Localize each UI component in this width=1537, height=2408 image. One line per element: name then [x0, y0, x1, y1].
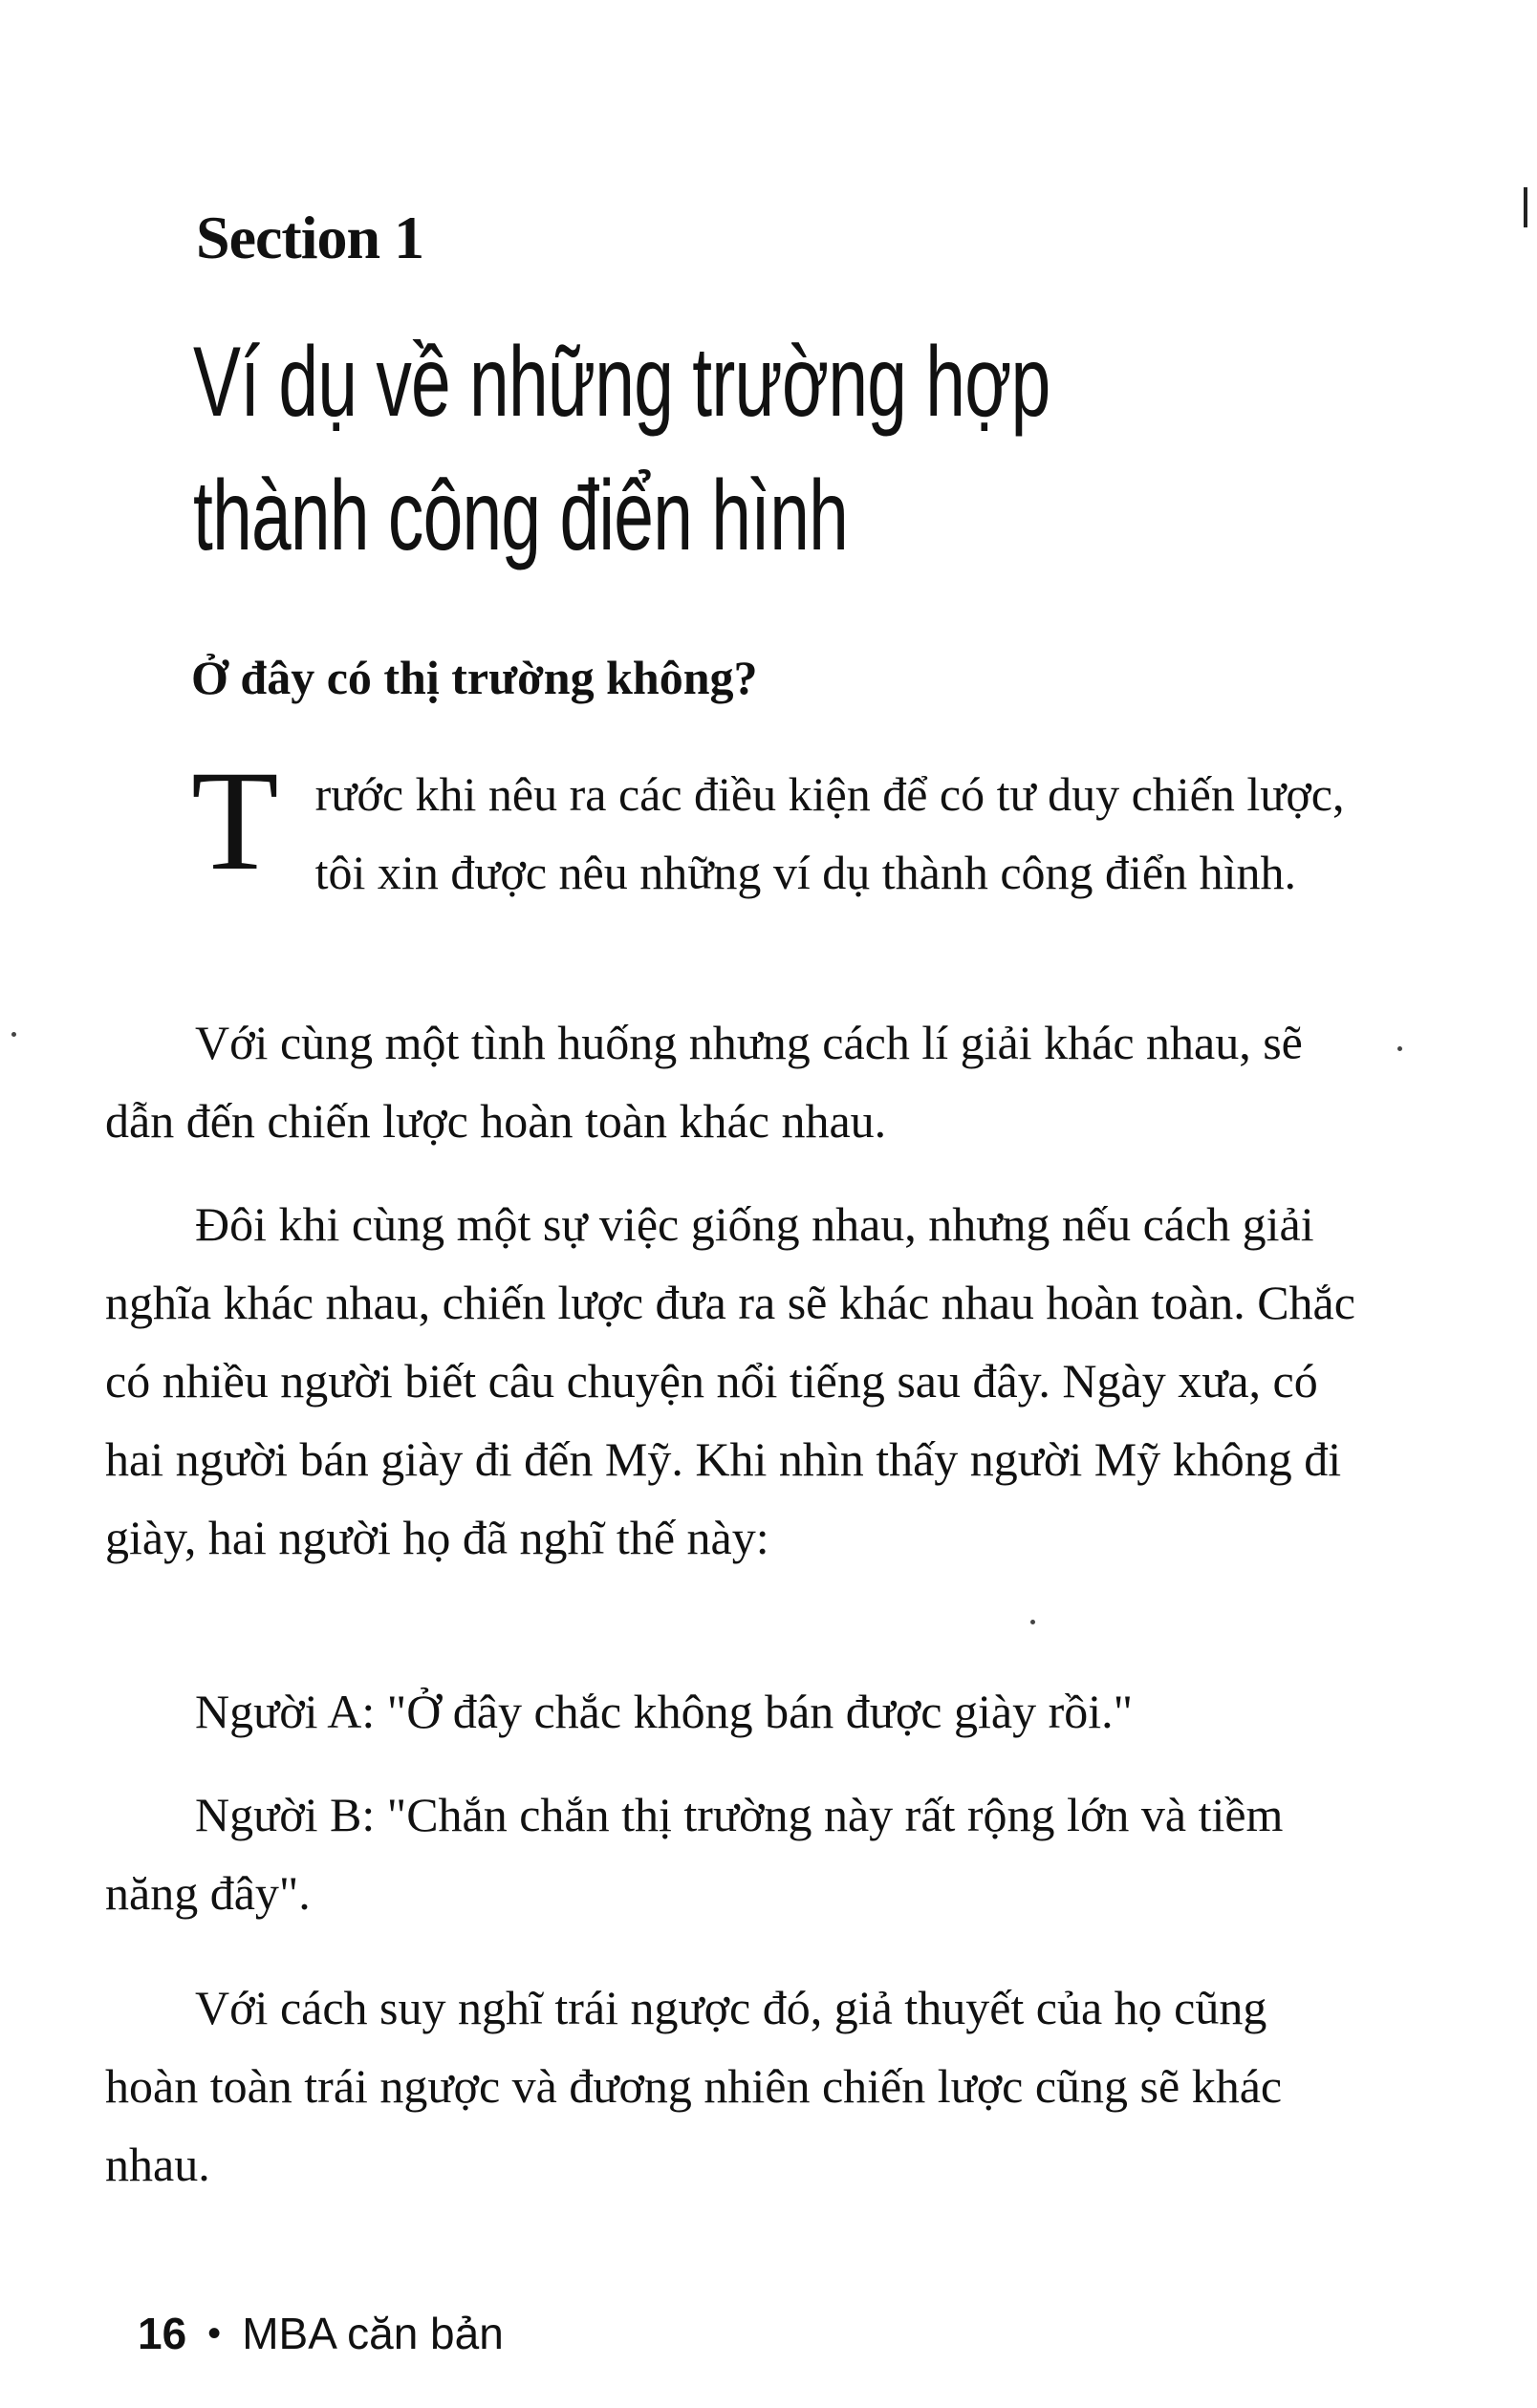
- paragraph-intro-text: rước khi nêu ra các điều kiện để có tư duy chiến lược, tôi xin được nêu những ví dụ thành công điển hình.: [314, 767, 1345, 899]
- paragraph-story: Đôi khi cùng một sự việc giống nhau, nhưng nếu cách giải nghĩa khác nhau, chiến lược đưa ra sẽ khác nhau hoàn toàn. Chắc có nhiều người biết câu chuyện nổi tiếng sau đây. Ngày xưa, có hai người bán giày đi đến Mỹ. Khi nhìn thấy người Mỹ không đi giày, hai người họ đã nghĩ thế này:: [105, 1197, 1355, 1564]
- footer-bullet: •: [207, 2311, 222, 2354]
- paragraph-situation: Với cùng một tình huống nhưng cách lí giải khác nhau, sẽ dẫn đến chiến lược hoàn toàn khác nhau.: [105, 1016, 1303, 1148]
- page-number: 16: [138, 2309, 187, 2358]
- page-footer: [138, 2308, 504, 2359]
- book-title: MBA căn bản: [242, 2309, 504, 2358]
- section-label: Section 1: [196, 204, 424, 271]
- quote-person-a: Người A: "Ở đây chắc không bán được giày rồi.": [195, 1685, 1134, 1738]
- paragraph-conclusion: Với cách suy nghĩ trái ngược đó, giả thuyết của họ cũng hoàn toàn trái ngược và đương nhiên chiến lược cũng sẽ khác nhau.: [105, 1981, 1283, 2191]
- paragraph-intro: [105, 742, 1367, 912]
- scan-speck: [1397, 1046, 1402, 1051]
- chapter-title: Ví dụ về những trường hợp thành công điển hình: [193, 327, 1050, 571]
- subheading: Ở đây có thị trường không?: [191, 651, 758, 704]
- page-edge-mark: [1524, 187, 1527, 227]
- drop-cap: T: [191, 742, 279, 900]
- quote-person-b: Người B: "Chắn chắn thị trường này rất rộng lớn và tiềm năng đây".: [105, 1788, 1284, 1920]
- scan-speck: [1030, 1620, 1035, 1624]
- scan-speck: [11, 1032, 16, 1037]
